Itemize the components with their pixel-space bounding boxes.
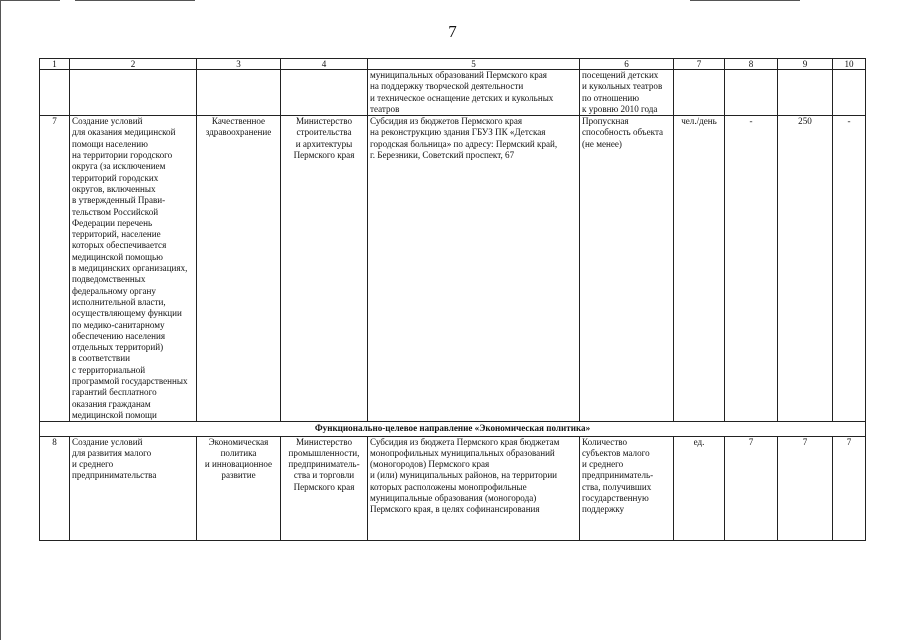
cell-empty — [281, 70, 368, 116]
cell-subsidy: Субсидия из бюджета Пермского края бюджетам монопрофильных муниципальных образований (моногородов) Пермского края и (или) муниципальных районов, на территории которых расположены монопрофильные муниципальные образования (моногорода) Пермского края, в целях софинансирования — [368, 436, 580, 540]
section-header-row — [40, 422, 866, 436]
header-row — [40, 59, 866, 70]
cell-unit: чел./день — [674, 116, 725, 422]
scan-edge-top-right — [690, 0, 800, 1]
cell-empty — [197, 70, 281, 116]
program-table — [39, 58, 866, 541]
table-row-8 — [40, 436, 866, 540]
scan-edge-left — [0, 0, 1, 640]
header-col-10: 10 — [833, 59, 866, 70]
cell-direction: Качественное здравоохранение — [197, 116, 281, 422]
cell-row-number: 8 — [40, 436, 70, 540]
cell-task-name: Создание условий для оказания медицинской помощи населению на территории городского округа (за исключением территорий городских округов, включенных в утвержденный Прави- тельством Российской Федерации перечень территорий, население которых обеспечивается медицинской помощью в медицинских организациях, подведомственных федеральному органу исполнительной власти, осуществляющему функции по медико-санитарному обеспечению населения отдельных территорий) в соответствии с территориальной программой государственных гарантий бесплатного оказания гражданам медицинской помощи — [70, 116, 197, 422]
cell-row-number: 7 — [40, 116, 70, 422]
cell-ministry: Министерство строительства и архитектуры Пермского края — [281, 116, 368, 422]
cell-empty — [40, 70, 70, 116]
cell-value-col8: - — [725, 116, 778, 422]
cell-indicator: Пропускная способность объекта (не менее) — [580, 116, 674, 422]
cell-ministry: Министерство промышленности, предприниматель- ства и торговли Пермского края — [281, 436, 368, 540]
section-title: Функционально-целевое направление «Экономическая политика» — [40, 422, 866, 436]
header-col-2: 2 — [70, 59, 197, 70]
cell-subsidy-continuation: муниципальных образований Пермского края на поддержку творческой деятельности и техническое оснащение детских и кукольных театров — [368, 70, 580, 116]
cell-indicator-continuation: посещений детских и кукольных театров по отношению к уровню 2010 года — [580, 70, 674, 116]
cell-value-col8: 7 — [725, 436, 778, 540]
cell-value-col9: 7 — [778, 436, 833, 540]
scan-edge-top-mid — [75, 0, 195, 1]
header-col-7: 7 — [674, 59, 725, 70]
cell-empty — [70, 70, 197, 116]
header-col-6: 6 — [580, 59, 674, 70]
cell-empty — [725, 70, 778, 116]
header-col-8: 8 — [725, 59, 778, 70]
cell-value-col10: 7 — [833, 436, 866, 540]
header-col-1: 1 — [40, 59, 70, 70]
cell-value-col10: - — [833, 116, 866, 422]
cell-empty — [778, 70, 833, 116]
table-row-continuation — [40, 70, 866, 116]
cell-unit: ед. — [674, 436, 725, 540]
cell-empty — [833, 70, 866, 116]
cell-indicator: Количество субъектов малого и среднего предприниматель- ства, получивших государственную поддержку — [580, 436, 674, 540]
header-col-5: 5 — [368, 59, 580, 70]
header-col-3: 3 — [197, 59, 281, 70]
page-number: 7 — [448, 22, 457, 41]
cell-empty — [674, 70, 725, 116]
cell-direction: Экономическая политика и инновационное развитие — [197, 436, 281, 540]
cell-subsidy: Субсидия из бюджетов Пермского края на реконструкцию здания ГБУЗ ПК «Детская городская больница» по адресу: Пермский край, г. Березники, Советский проспект, 67 — [368, 116, 580, 422]
table-row-7 — [40, 116, 866, 422]
header-col-9: 9 — [778, 59, 833, 70]
header-col-4: 4 — [281, 59, 368, 70]
cell-value-col9: 250 — [778, 116, 833, 422]
cell-task-name: Создание условий для развития малого и среднего предпринимательства — [70, 436, 197, 540]
scan-edge-top-left — [0, 0, 60, 1]
